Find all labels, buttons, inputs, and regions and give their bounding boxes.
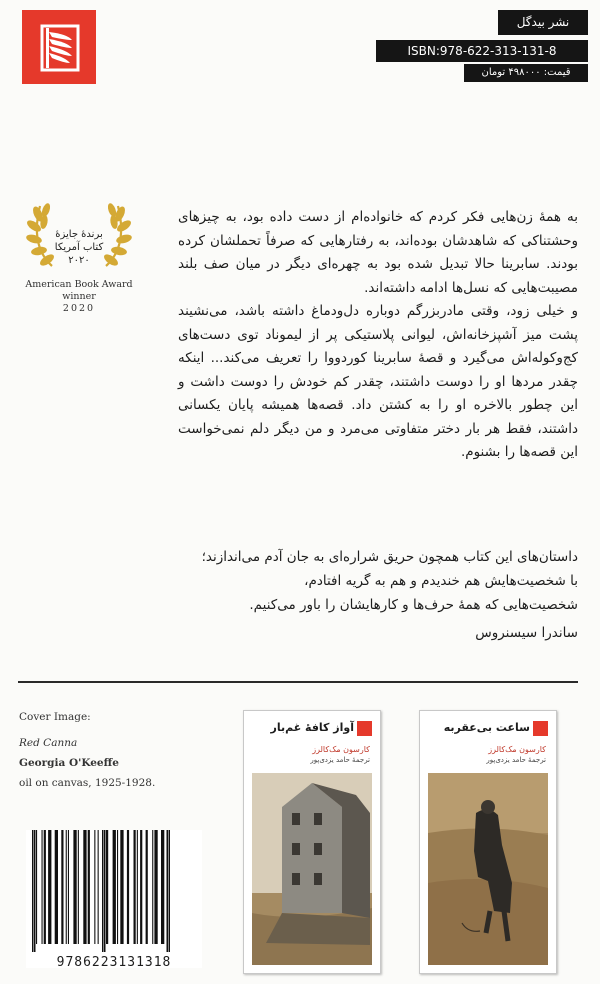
barcode-bar: [134, 830, 136, 944]
barcode-bar: [104, 830, 106, 952]
barcode-bar: [48, 830, 51, 944]
book-title: آواز کافهٔ غم‌بار: [270, 721, 354, 734]
book-translator: ترجمهٔ حامد یزدی‌پور: [310, 756, 370, 764]
barcode-bar: [32, 830, 34, 952]
award-text-fa: برندۀ جایزۀ کتاب آمریکا ۲۰۲۰: [54, 229, 104, 266]
barcode-bar: [117, 830, 118, 944]
publisher-name: نشر بیدگل: [498, 10, 588, 35]
book-ad-1: [419, 710, 557, 974]
barcode-bar: [120, 830, 123, 944]
barcode-bar: [88, 830, 90, 944]
book-cover-painting: [428, 773, 548, 965]
price-label: قیمت: ۴۹۸۰۰۰ تومان: [464, 64, 588, 82]
book-fan-icon: [22, 10, 96, 84]
barcode-bar: [73, 830, 76, 944]
excerpt-paragraph-2: و خیلی زود، وقتی مادربزرگم دوباره دل‌ودماغ داشته باشد، می‌نشیند پشت میز آشپزخانه‌اش، لیوانی پلاستیکی پر از لیموناد توی دست‌های کج‌وکوله‌اش می‌گیرد و قصهٔ سابرینا کوردووا را تعریف می‌کند... اینکه چقدر مردها او را دوست داشتند، چقدر کم خودش را دوست داشت و این چطور بالاخره او را به کشتن داد. قصه‌ها همیشه پایان یکسانی داشتند، فقط هر بار دختر متفاوتی می‌مرد و من دیگر دلم نمی‌خواست این قصه‌ها را بشنوم.: [178, 303, 578, 460]
book-title: ساعت بی‌عقربه: [443, 721, 530, 734]
book-cover-painting: [252, 773, 372, 965]
barcode-bar: [36, 830, 37, 944]
barcode-bar: [42, 830, 43, 944]
award-emblem: [18, 196, 140, 326]
barcode-bar: [106, 830, 108, 944]
book-author: کارسون مک‌کالرز: [312, 745, 370, 754]
publisher-mini-logo-icon: [357, 721, 372, 736]
barcode-bar: [55, 830, 58, 944]
barcode-bar: [78, 830, 79, 944]
barcode-number: 9786223131318: [56, 955, 172, 970]
barcode-bar: [34, 830, 36, 952]
barcode-bar: [102, 830, 104, 952]
barcode-bar: [169, 830, 171, 952]
award-text-en: American Book Award winner 2020: [25, 279, 133, 314]
barcode-bar: [127, 830, 129, 944]
barcode-bar: [140, 830, 142, 944]
barcode-bar: [83, 830, 86, 944]
publisher-logo: [22, 10, 96, 84]
barcode-bar: [44, 830, 46, 944]
barcode-bar: [98, 830, 99, 944]
barcode-bar: [167, 830, 169, 952]
barcode-bar: [146, 830, 148, 944]
review-blurb: داستان‌های این کتاب همچون حریق شراره‌ای به جان آدم می‌اندازند؛ با شخصیت‌هایش هم خندیدم و هم به گریه افتادم، شخصیت‌هایی که همهٔ حرف‌ها و کارهایشان را باور می‌کنیم. ساندرا سیسنروس: [18, 545, 578, 645]
barcode-bar: [68, 830, 69, 944]
blurb-author: ساندرا سیسنروس: [475, 625, 578, 641]
barcode-bar: [154, 830, 157, 944]
barcode-bar: [66, 830, 67, 944]
cover-credit: Cover Image: Red Canna Georgia O'Keeffe oil on canvas, 1925-1928.: [19, 711, 156, 789]
barcode-bar: [161, 830, 164, 944]
barcode-bar: [152, 830, 153, 944]
barcode-bar: [61, 830, 63, 944]
barcode-bar: [137, 830, 138, 944]
book-translator: ترجمهٔ حامد یزدی‌پور: [486, 756, 546, 764]
divider: [18, 681, 578, 683]
barcode-bar: [113, 830, 116, 944]
publisher-mini-logo-icon: [533, 721, 548, 736]
barcode: [26, 830, 202, 968]
excerpt-paragraph-1: به همهٔ زن‌هایی فکر کردم که خانواده‌ام از دست داده بود، به چیزهای وحشتناکی که شاهدشان بوده‌اند، به رفتارهایی که صرفاً تحملشان کرده بودند. سابرینا حالا تبدیل شده بود به چهره‌ای دیگر در میان صف بلند مصیبت‌هایی که نسل‌ها ادامه داشته‌اند.: [178, 209, 578, 296]
book-ad-2: [243, 710, 381, 974]
isbn-label: ISBN:978-622-313-131-8: [376, 40, 588, 62]
barcode-bar: [94, 830, 95, 944]
book-author: کارسون مک‌کالرز: [488, 745, 546, 754]
book-excerpt: [178, 206, 578, 465]
barcode-bars: [26, 830, 202, 952]
